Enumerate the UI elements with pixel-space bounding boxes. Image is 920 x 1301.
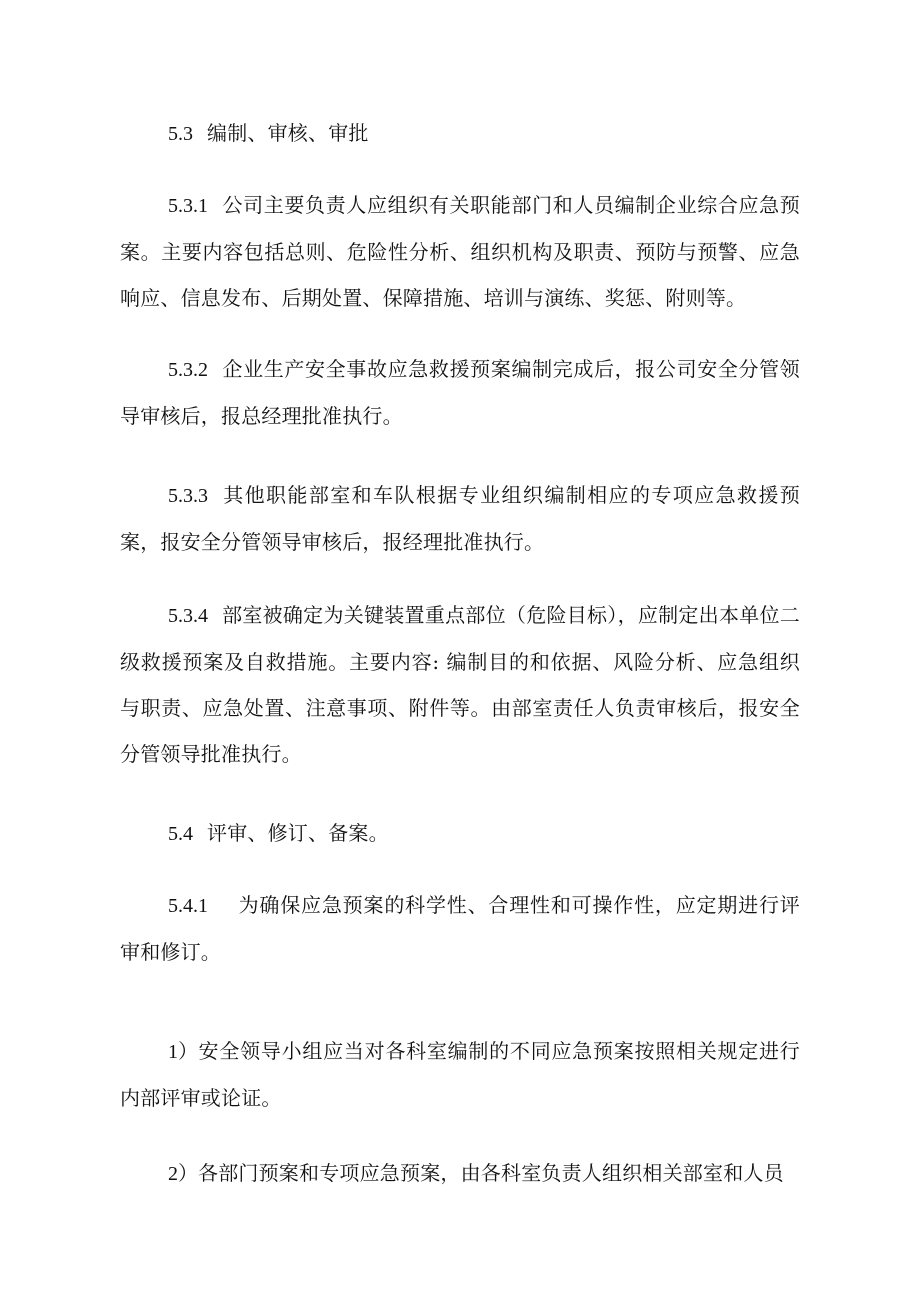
section-5-3-3-paragraph xyxy=(120,472,800,565)
section-number: 5.3.4 xyxy=(168,605,208,627)
section-text: 为确保应急预案的科学性、合理性和可操作性，应定期进行评审和修订。 xyxy=(120,893,800,964)
list-number: 1） xyxy=(168,1041,198,1063)
section-text: 公司主要负责人应组织有关职能部门和人员编制企业综合应急预案。主要内容包括总则、危险性分析、组织机构及职责、预防与预警、应急响应、信息发布、后期处置、保障措施、培训与演练、奖惩、附则等。 xyxy=(120,193,800,310)
section-text: 其他职能部室和车队根据专业组织编制相应的专项应急救援预案，报安全分管领导审核后，报经理批准执行。 xyxy=(120,483,800,554)
section-5-3-heading xyxy=(120,110,800,157)
section-number: 5.3.1 xyxy=(168,195,208,217)
list-item-2 xyxy=(120,1150,800,1197)
section-5-3-2-paragraph xyxy=(120,346,800,439)
section-number: 5.4.1 xyxy=(168,895,208,917)
list-number: 2） xyxy=(168,1163,198,1185)
section-5-4-1-paragraph xyxy=(120,882,800,975)
section-number: 5.3.3 xyxy=(168,485,208,507)
section-5-3-4-paragraph xyxy=(120,592,800,777)
section-number: 5.3.2 xyxy=(168,359,208,381)
section-5-4-heading xyxy=(120,810,800,857)
list-text: 各部门预案和专项应急预案，由各科室负责人组织相关部室和人员 xyxy=(198,1161,784,1185)
list-item-1 xyxy=(120,1028,800,1121)
section-number: 5.4 xyxy=(168,823,193,845)
list-text: 安全领导小组应当对各科室编制的不同应急预案按照相关规定进行内部评审或论证。 xyxy=(120,1039,800,1110)
section-text: 编制、审核、审批 xyxy=(207,121,369,145)
section-5-3-1-paragraph xyxy=(120,182,800,321)
section-text: 企业生产安全事故应急救援预案编制完成后，报公司安全分管领导审核后，报总经理批准执行。 xyxy=(120,357,800,428)
section-number: 5.3 xyxy=(168,123,193,145)
section-text: 评审、修订、备案。 xyxy=(207,821,389,845)
section-text: 部室被确定为关键装置重点部位（危险目标），应制定出本单位二级救援预案及自救措施。主要内容: 编制目的和依据、风险分析、应急组织与职责、应急处置、注意事项、附件等。由部室责任人负责审核后，报安全分管领导批准执行。 xyxy=(120,603,800,766)
